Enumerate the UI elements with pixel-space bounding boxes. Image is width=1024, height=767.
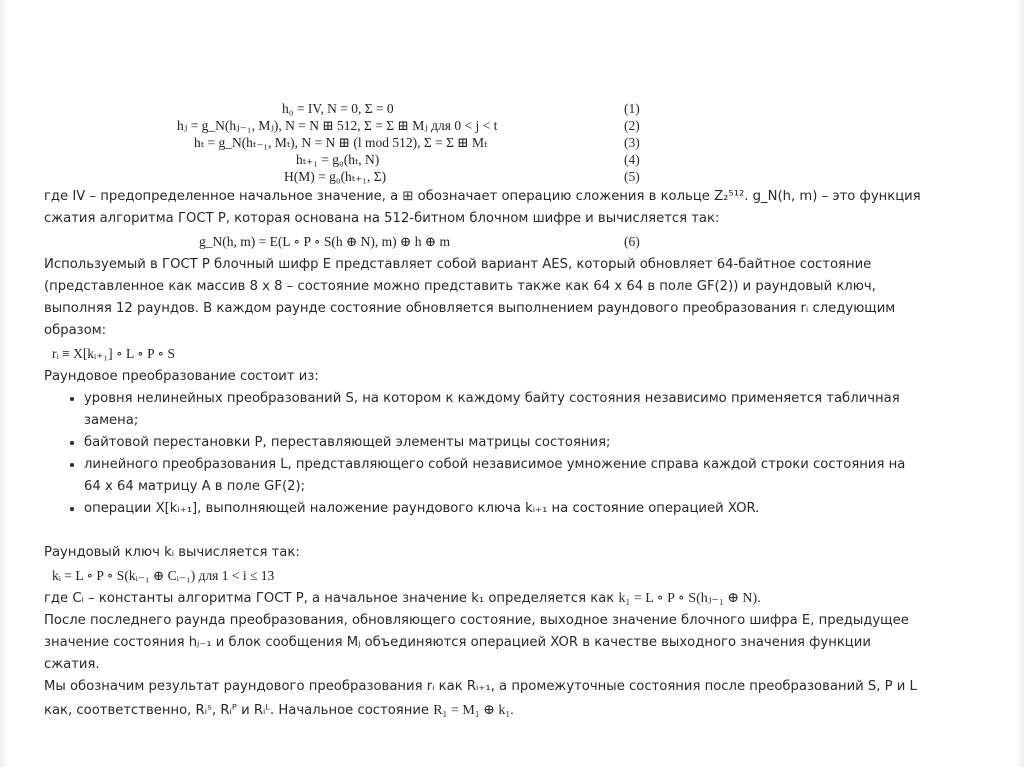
k1-formula: k₁ = L ∘ P ∘ S(hⱼ₋₁ ⊕ N).: [618, 591, 761, 606]
round-equation: rᵢ ≡ X[kᵢ₊₁] ∘ L ∘ P ∘ S: [52, 346, 175, 361]
paragraph-1-line-1: где IV – предопределенное начальное значение, а ⊞ обозначает операцию сложения в кольце Z₂⁵¹². g_N(h, m) – это функция: [44, 189, 921, 204]
equation-block: [44, 100, 979, 186]
equation-number-1: (1): [624, 101, 640, 116]
paragraph-5-line-2: [44, 700, 979, 722]
paragraph-4-line-2: значение состояния hⱼ₋₁ и блок сообщения Mⱼ объединяются операцией XOR в качестве выходного значения функции: [44, 635, 871, 650]
equation-number-4: (4): [624, 152, 640, 167]
paragraph-3-text: где Cᵢ – константы алгоритма ГОСТ Р, а начальное значение k₁ определяется как: [44, 591, 615, 606]
equation-6: g_N(h, m) = E(L ∘ P ∘ S(h ⊕ N), m) ⊕ h ⊕ m: [199, 234, 451, 249]
spacer: [44, 520, 979, 542]
left-edge-shadow: [0, 0, 8, 767]
equation-number-2: (2): [624, 118, 640, 133]
key-equation: kᵢ = L ∘ P ∘ S(kᵢ₋₁ ⊕ Cᵢ₋₁) для 1 < i ≤ 13: [52, 568, 275, 583]
list-item-line: уровня нелинейных преобразований S, на котором к каждому байту состояния независимо применяется табличная: [84, 391, 900, 406]
paragraph-1-line-2: сжатия алгоритма ГОСТ Р, которая основана на 512-битном блочном шифре и вычисляется так:: [44, 211, 720, 226]
list-item-line: замена;: [84, 413, 139, 428]
paragraph-2-line-4: образом:: [44, 323, 107, 338]
equation-1: h₀ = IV, N = 0, Σ = 0: [282, 101, 394, 116]
list-item: [84, 432, 979, 454]
paragraph-2-line-2: (представленное как массив 8 х 8 – состояние можно представить также как 64 х 64 в поле GF(2)) и раундовый ключ,: [44, 279, 876, 294]
list-item: [84, 454, 979, 498]
round-equation-row: [44, 342, 979, 366]
equation-2: hⱼ = g_N(hⱼ₋₁, Mⱼ), N = N ⊞ 512, Σ = Σ ⊞ Mⱼ для 0 < j < t: [177, 118, 498, 133]
equation-3: hₜ = g_N(hₜ₋₁, Mₜ), N = N ⊞ (l mod 512), Σ = Σ ⊞ Mₜ: [194, 135, 488, 150]
list-item-line: линейного преобразования L, представляющего собой независимое умножение справа каждой строки состояния на: [84, 457, 906, 472]
document-body: [44, 100, 979, 722]
equation-4: hₜ₊₁ = g₀(hₜ, N): [296, 152, 380, 167]
paragraph-2-line-3: выполняя 12 раундов. В каждом раунде состояние обновляется выполнением раундового преобразования rᵢ следующим: [44, 301, 896, 316]
list-item-line: операции X[kᵢ₊₁], выполняющей наложение раундового ключа kᵢ₊₁ на состояние операцией XOR.: [84, 501, 760, 516]
round-steps-list: [44, 388, 979, 520]
equation-5: H(M) = g₀(hₜ₊₁, Σ): [284, 169, 387, 184]
paragraph-5-text: как, соответственно, Rᵢˢ, Rᵢᴾ и Rᵢᴸ. Начальное состояние: [44, 703, 430, 718]
equation-6-row: [44, 230, 979, 254]
paragraph-4-line-1: После последнего раунда преобразования, обновляющего состояние, выходное значение блочного шифра E, предыдущее: [44, 613, 909, 628]
key-intro: Раундовый ключ kᵢ вычисляется так:: [44, 545, 300, 560]
equation-number-5: (5): [624, 169, 640, 184]
paragraph-3: [44, 588, 979, 610]
paragraph-5-line-1: Мы обозначим результат раундового преобразования rᵢ как Rᵢ₊₁, а промежуточные состояния после преобразований S, P и L: [44, 679, 917, 694]
paragraph-2-line-1: Используемый в ГОСТ Р блочный шифр E представляет собой вариант AES, который обновляет 64-байтное состояние: [44, 257, 872, 272]
paragraph-4-line-3: сжатия.: [44, 657, 100, 672]
right-edge-shadow: [1016, 0, 1024, 767]
key-equation-row: [44, 564, 979, 588]
list-item-line: байтовой перестановки P, переставляющей элементы матрицы состояния;: [84, 435, 611, 450]
list-item: [84, 498, 979, 520]
equation-number-3: (3): [624, 135, 640, 150]
r1-formula: R₁ = M₁ ⊕ k₁.: [433, 703, 514, 718]
list-item-line: 64 х 64 матрицу А в поле GF(2);: [84, 479, 306, 494]
round-intro: Раундовое преобразование состоит из:: [44, 369, 319, 384]
list-item: [84, 388, 979, 432]
equation-number-6: (6): [624, 234, 640, 249]
